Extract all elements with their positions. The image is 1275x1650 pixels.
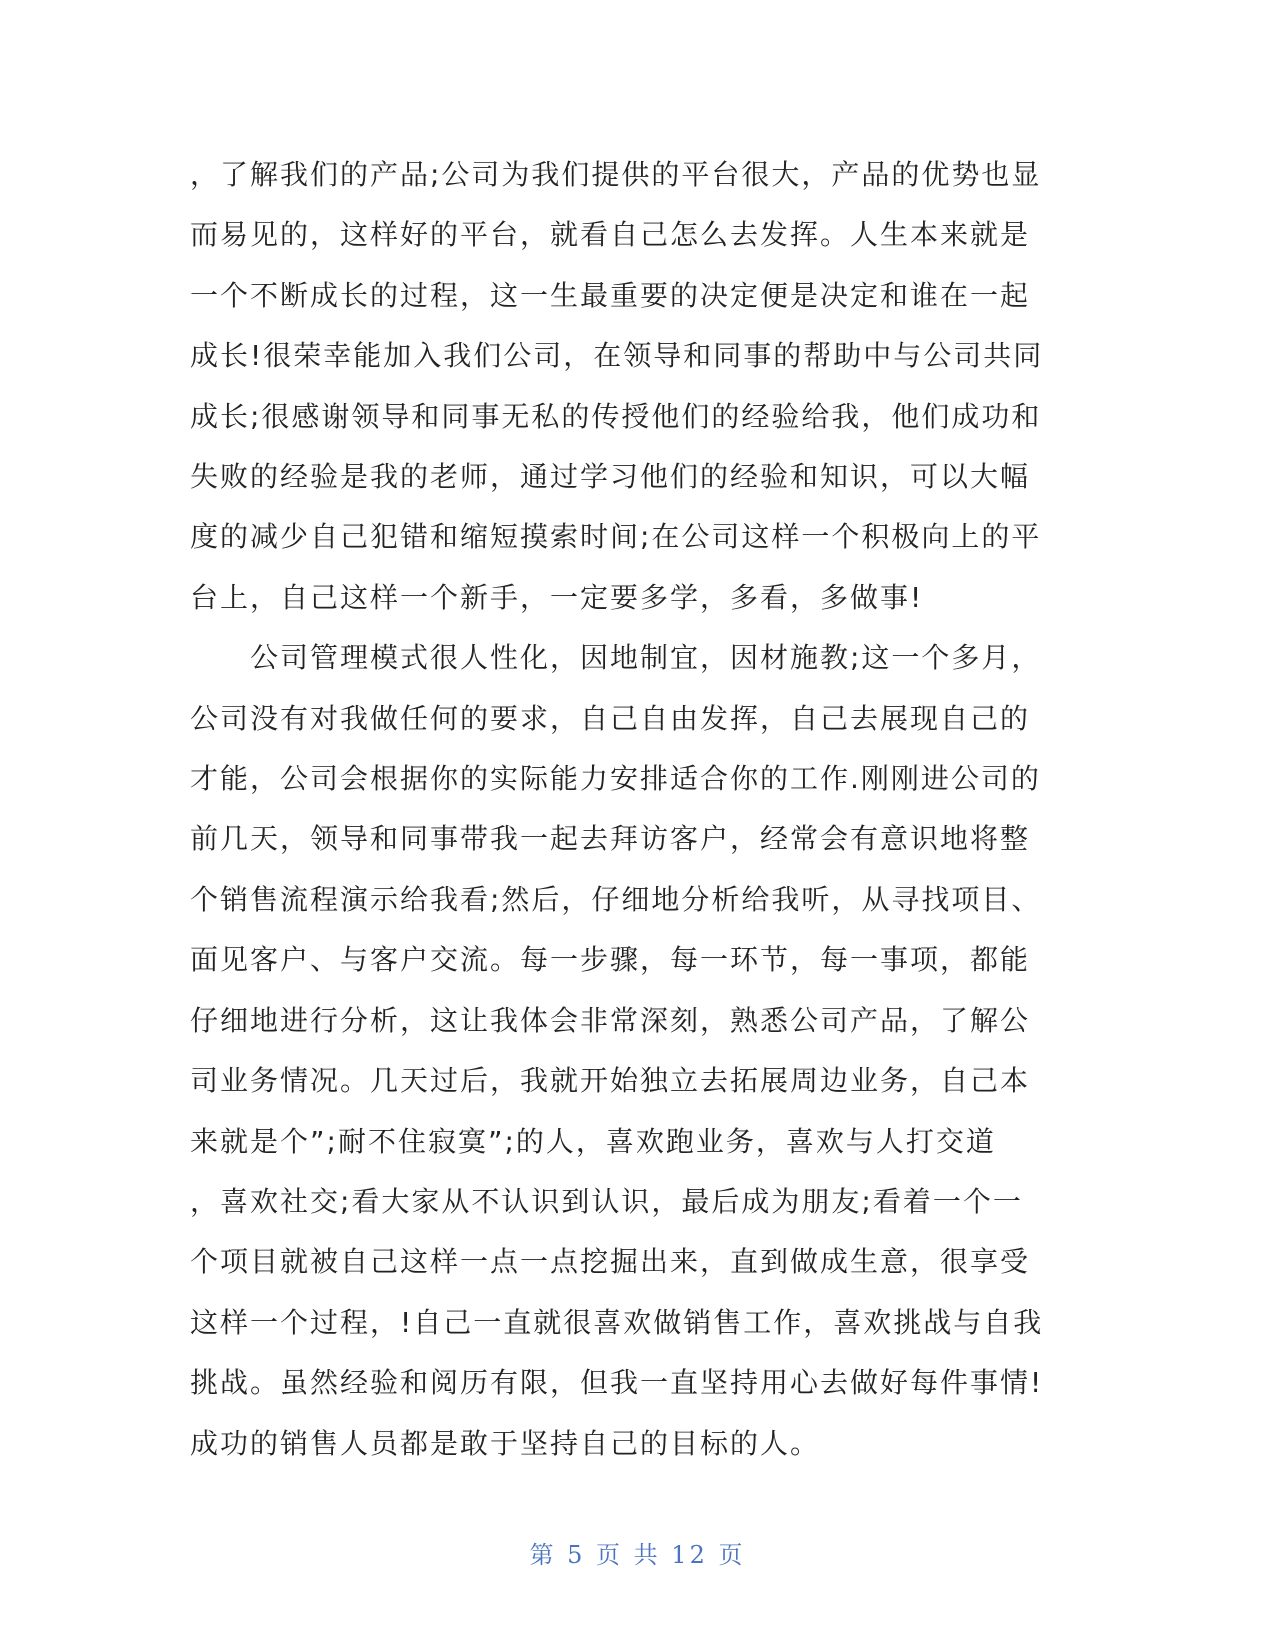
- text-line: 个销售流程演示给我看;然后，仔细地分析给我听，从寻找项目、: [190, 882, 1042, 916]
- text-line: 才能，公司会根据你的实际能力安排适合你的工作.刚刚进公司的: [190, 762, 1041, 796]
- text-line: 失败的经验是我的老师，通过学习他们的经验和知识，可以大幅: [190, 460, 1031, 494]
- text-line: 仔细地进行分析，这让我体会非常深刻，熟悉公司产品，了解公: [190, 1003, 1031, 1037]
- body-text: [190, 145, 1070, 1474]
- text-line: 这样一个过程，!自己一直就很喜欢做销售工作，喜欢挑战与自我: [190, 1305, 1044, 1339]
- text-line: 司业务情况。几天过后，我就开始独立去拓展周边业务，自己本: [190, 1064, 1031, 1098]
- text-line: 而易见的，这样好的平台，就看自己怎么去发挥。人生本来就是: [190, 218, 1031, 252]
- text-line: 成功的销售人员都是敢于坚持自己的目标的人。: [190, 1426, 821, 1460]
- text-line: 来就是个”;耐不住寂寞”;的人，喜欢跑业务，喜欢与人打交道: [190, 1124, 996, 1158]
- text-line: 度的减少自己犯错和缩短摸索时间;在公司这样一个积极向上的平: [190, 520, 1042, 554]
- text-line: 面见客户、与客户交流。每一步骤，每一环节，每一事项，都能: [190, 943, 1031, 977]
- page-number: 第 5 页 共 12 页: [529, 1541, 746, 1569]
- text-line: ，了解我们的产品;公司为我们提供的平台很大，产品的优势也显: [190, 158, 1042, 191]
- text-line: 个项目就被自己这样一点一点挖掘出来，直到做成生意，很享受: [190, 1245, 1031, 1279]
- text-line: 成长!很荣幸能加入我们公司，在领导和同事的帮助中与公司共同: [190, 339, 1044, 373]
- text-line: 挑战。虽然经验和阅历有限，但我一直坚持用心去做好每件事情!: [190, 1366, 1044, 1400]
- text-line: 成长;很感谢领导和同事无私的传授他们的经验给我，他们成功和: [190, 399, 1042, 433]
- text-line: 公司没有对我做任何的要求，自己自由发挥，自己去展现自己的: [190, 701, 1031, 735]
- page-footer: [0, 1535, 1275, 1570]
- text-line: 前几天，领导和同事带我一起去拜访客户，经常会有意识地将整: [190, 822, 1031, 856]
- text-line: 公司管理模式很人性化，因地制宜，因材施教;这一个多月，: [190, 641, 1042, 675]
- text-line: 台上，自己这样一个新手，一定要多学，多看，多做事!: [190, 580, 924, 614]
- text-line: 一个不断成长的过程，这一生最重要的决定便是决定和谁在一起: [190, 278, 1031, 312]
- text-line: ，喜欢社交;看大家从不认识到认识，最后成为朋友;看着一个一: [190, 1184, 1023, 1218]
